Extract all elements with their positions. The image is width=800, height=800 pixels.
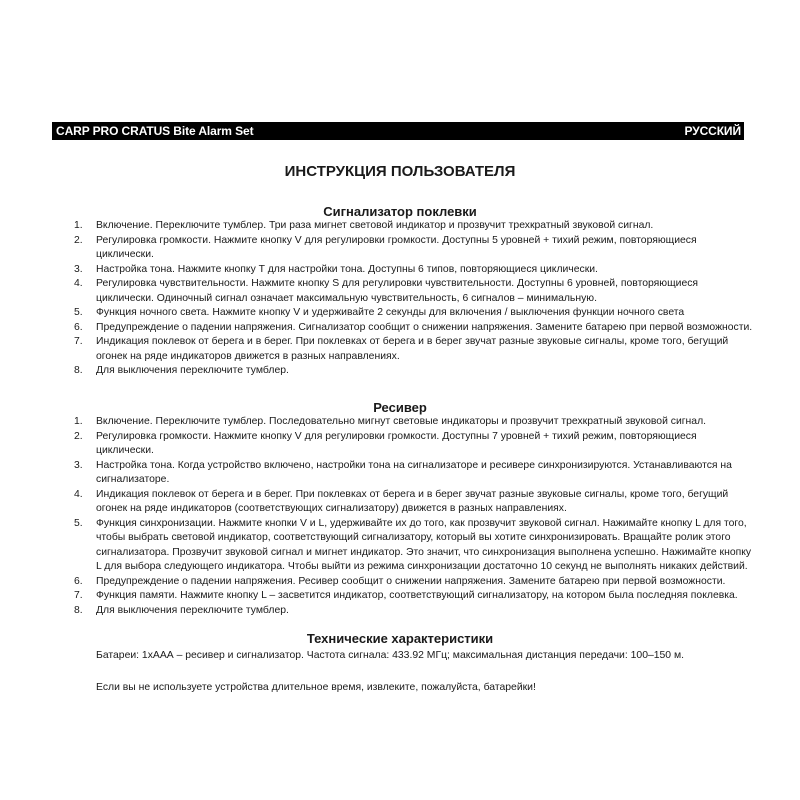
list-item: 1. Включение. Переключите тумблер. Три раза мигнет световой индикатор и прозвучит трехкратный звуковой сигнал. — [74, 220, 654, 231]
list-item: 7. Индикация поклевок от берега и в берег. При поклевках от берега и в берег звучат разные звуковые сигналы, кроме того, бегущий огонек на ряде индикаторов движется в разных направлениях. — [74, 336, 729, 362]
specs-text: Батареи: 1хААА – ресивер и сигнализатор. Частота сигнала: 433.92 МГц; максимальная дистанция передачи: 100–150 м. — [96, 650, 685, 661]
list-item: 4. Индикация поклевок от берега и в берег. При поклевках от берега и в берег звучат разные звуковые сигналы, кроме того, бегущий огонек на ряде индикаторов (соответствующих сигнализатору) движется в разных направлениях. — [74, 488, 729, 514]
section-heading-specs: Технические характеристики — [306, 631, 494, 646]
list-item: 6. Предупреждение о падении напряжения. Ресивер сообщит о снижении напряжения. Замените батарею при первой возможности. — [74, 575, 726, 587]
page-title: ИНСТРУКЦИЯ ПОЛЬЗОВАТЕЛЯ — [284, 163, 516, 180]
bite-alarm-list — [74, 219, 754, 379]
list-item: 5. Функция ночного света. Нажмите кнопку V и удерживайте 2 секунды для включения / выключения функции ночного света — [74, 307, 685, 318]
list-item: 4. Регулировка чувствительности. Нажмите кнопку S для регулировки чувствительности. Доступны 6 уровней, повторяющиеся циклически. Одиночный сигнал означает максимальную чувствительность, 6 сигналов – минимальную. — [74, 278, 699, 304]
list-item: 6. Предупреждение о падении напряжения. Сигнализатор сообщит о снижении напряжения. Замените батарею при первой возможности. — [74, 321, 753, 333]
language-label: РУССКИЙ — [684, 124, 741, 138]
receiver-list — [74, 415, 754, 618]
list-item: 2. Регулировка громкости. Нажмите кнопку V для регулировки громкости. Доступны 5 уровней + тихий режим, повторяющиеся циклически. — [74, 234, 697, 260]
section-heading-receiver: Ресивер — [373, 400, 427, 415]
list-item: 3. Настройка тона. Нажмите кнопку T для настройки тона. Доступны 6 типов, повторяющиеся циклически. — [74, 263, 598, 275]
list-item: 8. Для выключения переключите тумблер. — [74, 365, 289, 376]
list-item: 2. Регулировка громкости. Нажмите кнопку V для регулировки громкости. Доступны 7 уровней + тихий режим, повторяющиеся циклически. — [74, 430, 697, 456]
battery-note: Если вы не используете устройства длительное время, извлеките, пожалуйста, батарейки! — [96, 682, 536, 693]
list-item: 5. Функция синхронизации. Нажмите кнопки V и L, удерживайте их до того, как прозвучит звуковой сигнал. Нажимайте кнопку L для того, чтобы выбрать световой индикатор, соответствующий сигнализатору, который вы хотите синхронизировать. Вращайте ролик этого сигнализатора. Прозвучит звуковой сигнал и мигнет индикатор. Это значит, что синхронизация выполнена успешно. Нажимайте кнопку L для выбора следующего индикатора. Чтобы выйти из режима синхронизации достаточно 10 секунд не выполнять никаких действий. — [74, 517, 752, 572]
product-name: CARP PRO CRATUS Bite Alarm Set — [56, 124, 254, 138]
document-header-bar — [52, 122, 744, 140]
list-item: 8. Для выключения переключите тумблер. — [74, 604, 289, 616]
list-item: 3. Настройка тона. Когда устройство включено, настройки тона на сигнализаторе и ресивере синхронизируются. Устанавливаются на сигнализаторе. — [74, 459, 732, 485]
list-item: 7. Функция памяти. Нажмите кнопку L – засветится индикатор, соответствующий сигнализатору, на котором была последняя поклевка. — [74, 590, 738, 601]
section-heading-bite-alarm: Сигнализатор поклевки — [323, 204, 477, 219]
list-item: 1. Включение. Переключите тумблер. Последовательно мигнут световые индикаторы и прозвучит трехкратный звуковой сигнал. — [74, 416, 707, 427]
